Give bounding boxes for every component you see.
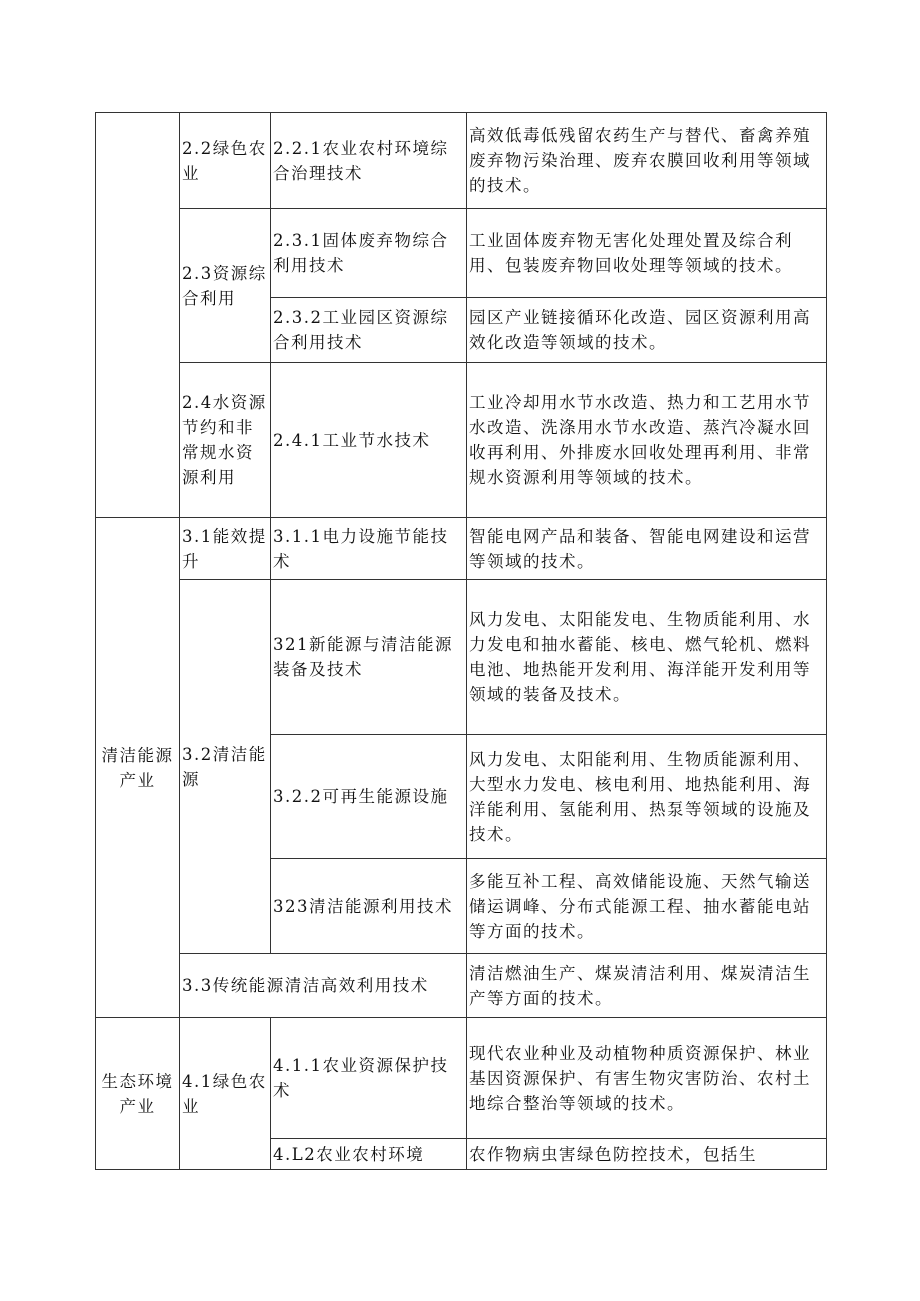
item-cell [271,1018,467,1139]
subcategory-cell [180,209,271,363]
item-cell [271,859,467,954]
description-cell [467,298,827,363]
category-cell-empty [96,113,180,518]
item-cell [271,1139,467,1170]
description-cell [467,859,827,954]
description-cell [467,363,827,518]
subcategory-label: 3.1能效提升 [182,526,267,571]
item-cell [271,298,467,363]
description-text: 风力发电、太阳能发电、生物质能利用、水力发电和抽水蓄能、核电、燃气轮机、燃料电池、地热能开发利用、海洋能开发利用等领域的装备及技术。 [469,610,811,704]
subcategory-label: 2.3资源综合利用 [182,263,267,308]
table-row [96,580,827,735]
item-cell [271,735,467,859]
subcategory-label: 3.3传统能源清洁高效利用技术 [182,976,429,995]
table-row [96,1018,827,1139]
item-cell [271,363,467,518]
table-row [96,113,827,209]
item-label: 4.L2农业农村环境 [273,1144,425,1164]
category-label: 生态环境产业 [101,1071,174,1116]
category-cell [96,518,180,1018]
item-cell [271,580,467,735]
subcategory-label: 2.4水资源节约和非常规水资源利用 [182,393,267,487]
description-text: 清洁燃油生产、煤炭清洁利用、煤炭清洁生产等方面的技术。 [469,963,811,1008]
category-cell [96,1018,180,1170]
subcategory-label: 3.2清洁能源 [182,744,267,789]
description-cell [467,518,827,580]
subcategory-cell [180,1018,271,1170]
description-cell [467,209,827,298]
item-label: 323清洁能源利用技术 [273,896,453,916]
subcategory-cell [180,113,271,209]
item-label: 2.4.1工业节水技术 [273,430,431,450]
description-cell [467,580,827,735]
category-label: 清洁能源产业 [101,745,174,790]
item-label: 2.3.1固体废弃物综合利用技术 [273,231,449,275]
description-text: 多能互补工程、高效储能设施、天然气输送储运调峰、分布式能源工程、抽水蓄能电站等方面的技术。 [469,871,811,941]
item-label: 3.2.2可再生能源设施 [273,787,449,806]
description-cell [467,1139,827,1170]
subcategory-cell [180,363,271,518]
subcategory-label: 2.2绿色农业 [182,138,267,183]
table-row [96,518,827,580]
description-cell [467,1018,827,1139]
item-label: 4.1.1农业资源保护技术 [273,1056,449,1100]
subcategory-cell [180,518,271,580]
description-text: 风力发电、太阳能利用、生物质能源利用、大型水力发电、核电利用、地热能利用、海洋能利用、氢能利用、热泵等领域的设施及技术。 [469,749,811,844]
item-cell [271,113,467,209]
technology-catalog-table [95,112,827,1170]
description-text: 工业冷却用水节水改造、热力和工艺用水节水改造、洗涤用水节水改造、蒸汽冷凝水回收再利用、外排废水回收处理再利用、非常规水资源利用等领域的技术。 [469,393,811,487]
description-text: 智能电网产品和装备、智能电网建设和运营等领域的技术。 [469,526,811,571]
table-row [96,363,827,518]
description-cell [467,954,827,1018]
item-cell [271,209,467,298]
item-label: 2.2.1农业农村环境综合治理技术 [273,138,449,183]
item-cell [271,518,467,580]
table-row [96,209,827,298]
description-text: 高效低毒低残留农药生产与替代、畜禽养殖废弃物污染治理、废弃农膜回收利用等领域的技术。 [469,126,811,195]
item-label: 3.1.1电力设施节能技术 [273,526,449,571]
item-label: 2.3.2工业园区资源综合利用技术 [273,308,449,352]
description-text: 工业固体废弃物无害化处理处置及综合利用、包装废弃物回收处理等领域的技术。 [469,231,793,275]
table-row [96,954,827,1018]
description-text: 园区产业链接循环化改造、园区资源利用高效化改造等领域的技术。 [469,308,811,352]
description-cell [467,113,827,209]
subcategory-cell [180,580,271,954]
subcategory-item-cell [180,954,467,1018]
subcategory-label: 4.1绿色农业 [182,1071,267,1116]
description-text: 现代农业种业及动植物种质资源保护、林业基因资源保护、有害生物灾害防治、农村土地综合整治等领域的技术。 [469,1043,811,1113]
description-cell [467,735,827,859]
item-label: 321新能源与清洁能源装备及技术 [273,635,453,679]
description-text: 农作物病虫害绿色防控技术，包括生 [469,1144,757,1164]
